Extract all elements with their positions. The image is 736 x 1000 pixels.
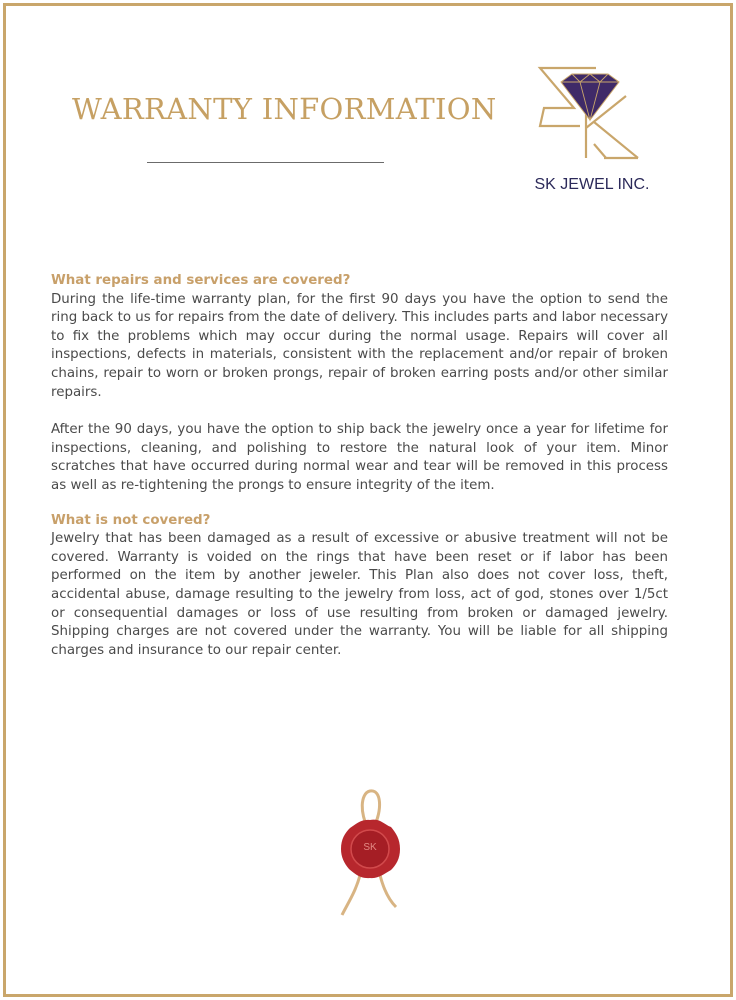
title-underline (147, 162, 384, 163)
paragraph: Jewelry that has been damaged as a result of excessive or abusive treatment will not be covered. Warranty is voided on the rings that have been reset or if labor has been performed on the item by another jeweler. This Plan also does not cover loss, theft, accidental abuse, damage resulting to the jewelry from loss, act of god, stones over 1/5ct or consequential damages or loss of use resulting from broken or damaged jewelry. Shipping charges are not covered under the warranty. You will be liable for all shipping charges and insurance to our repair center. (51, 531, 668, 658)
brand-name: SK JEWEL INC. (534, 176, 650, 193)
seal-initials: SK (363, 842, 377, 853)
sk-logo-diamond-icon (534, 66, 644, 162)
section-heading: What is not covered? (51, 512, 211, 528)
paragraph: After the 90 days, you have the option to ship back the jewelry once a year for lifetime for inspections, cleaning, and polishing to restore the natural look of your item. Minor scratches that have occurred during normal wear and tear will be removed in this process as well as re-tightening the prongs to ensure integrity of the item. (51, 422, 668, 493)
section-not-covered (51, 512, 668, 661)
page-title: WARRANTY INFORMATION (72, 92, 497, 126)
paragraph: During the life-time warranty plan, for the first 90 days you have the option to send the ring back to us for repairs from the date of delivery. This includes parts and labor necessary to fix the problems which may occur during the normal usage. Repairs will cover all inspections, defects in materials, consistent with the replacement and/or repair of broken chains, repair to worn or broken prongs, repair of broken earring posts and/or other similar repairs. (51, 291, 668, 400)
wax-seal-icon (330, 783, 410, 923)
section-covered (51, 272, 668, 496)
section-heading: What repairs and services are covered? (51, 273, 351, 288)
warranty-body (51, 272, 668, 660)
